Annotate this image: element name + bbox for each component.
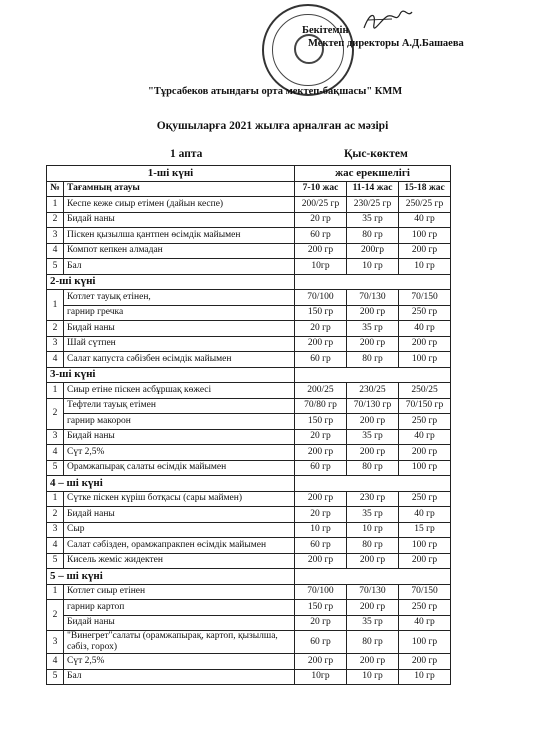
- portion-cell: 80 гр: [347, 228, 399, 244]
- menu-row: [47, 615, 451, 631]
- item-number: 2: [47, 600, 64, 631]
- dish-name: "Винегрет"салаты (орамжапырақ, картоп, қызылша, сәбіз, горох): [64, 631, 295, 654]
- menu-row: [47, 631, 451, 654]
- menu-row: [47, 553, 451, 569]
- menu-row: [47, 259, 451, 275]
- dish-name: Кеспе кеже сиыр етімен (дайын кеспе): [64, 197, 295, 213]
- official-stamp: [262, 4, 354, 96]
- dish-name: Бидай наны: [64, 212, 295, 228]
- portion-cell: 60 гр: [295, 352, 347, 368]
- menu-row: [47, 383, 451, 399]
- portion-cell: 10 гр: [399, 259, 451, 275]
- portion-cell: 200гр: [347, 243, 399, 259]
- dish-name: Бидай наны: [64, 507, 295, 523]
- item-number: 3: [47, 429, 64, 445]
- dish-name: Тефтели тауық етімен: [64, 398, 295, 414]
- dish-name: гарнир картоп: [64, 600, 295, 616]
- portion-cell: 150 гр: [295, 305, 347, 321]
- portion-cell: 150 гр: [295, 600, 347, 616]
- item-number: 4: [47, 352, 64, 368]
- dish-name: Кисель жеміс жидектен: [64, 553, 295, 569]
- dish-name: Сүт 2,5%: [64, 654, 295, 670]
- col-no-header: №: [47, 181, 64, 197]
- menu-row: [47, 305, 451, 321]
- item-number: 2: [47, 321, 64, 337]
- menu-row: [47, 321, 451, 337]
- item-number: 3: [47, 522, 64, 538]
- portion-cell: 200 гр: [347, 553, 399, 569]
- menu-row: [47, 290, 451, 306]
- portion-cell: 200 гр: [295, 491, 347, 507]
- menu-row: [47, 336, 451, 352]
- portion-cell: 20 гр: [295, 615, 347, 631]
- menu-row: [47, 654, 451, 670]
- portion-cell: 200 гр: [399, 553, 451, 569]
- item-number: 3: [47, 631, 64, 654]
- item-number: 1: [47, 383, 64, 399]
- portion-cell: 200 гр: [295, 553, 347, 569]
- menu-row: [47, 212, 451, 228]
- portion-cell: 230 гр: [347, 491, 399, 507]
- item-number: 1: [47, 584, 64, 600]
- menu-row: [47, 228, 451, 244]
- dish-name: гарнир макорон: [64, 414, 295, 430]
- portion-cell: 250/25: [399, 383, 451, 399]
- col-age-header: 15-18 жас: [399, 181, 451, 197]
- dish-name: Котлет тауық етінен,: [64, 290, 295, 306]
- day-title: 1-ші күні: [47, 166, 295, 182]
- dish-name: Бидай наны: [64, 429, 295, 445]
- portion-cell: 10 гр: [347, 522, 399, 538]
- portion-cell: 100 гр: [399, 352, 451, 368]
- portion-cell: 10 гр: [347, 669, 399, 685]
- menu-row: [47, 429, 451, 445]
- portion-cell: 230/25: [347, 383, 399, 399]
- portion-cell: 35 гр: [347, 212, 399, 228]
- day-header-row: [47, 166, 451, 182]
- dish-name: Піскен қызылша қантпен өсімдік майымен: [64, 228, 295, 244]
- menu-row: [47, 538, 451, 554]
- portion-cell: 70/80 гр: [295, 398, 347, 414]
- portion-cell: 70/130: [347, 584, 399, 600]
- portion-cell: 200 гр: [399, 336, 451, 352]
- portion-cell: 70/130: [347, 290, 399, 306]
- dish-name: Салат сәбізден, орамжапракпен өсімдік майымен: [64, 538, 295, 554]
- col-age-header: 11-14 жас: [347, 181, 399, 197]
- portion-cell: 20 гр: [295, 321, 347, 337]
- portion-cell: 200 гр: [295, 243, 347, 259]
- menu-row: [47, 522, 451, 538]
- menu-row: [47, 491, 451, 507]
- portion-cell: 200 гр: [347, 445, 399, 461]
- item-number: 2: [47, 398, 64, 429]
- portion-cell: 60 гр: [295, 228, 347, 244]
- portion-cell: 70/150: [399, 290, 451, 306]
- organization-name: "Тұрсабеков атындағы орта мектеп-бақшасы" КММ: [148, 86, 403, 97]
- season-label: Қыс-көктем: [344, 148, 408, 160]
- portion-cell: 70/150 гр: [399, 398, 451, 414]
- col-name-header: Тағамның атауы: [64, 181, 295, 197]
- column-header-row: [47, 181, 451, 197]
- portion-cell: 35 гр: [347, 507, 399, 523]
- col-age-header: 7-10 жас: [295, 181, 347, 197]
- portion-cell: 10гр: [295, 669, 347, 685]
- portion-cell: 200 гр: [295, 445, 347, 461]
- week-label: 1 апта: [170, 148, 203, 160]
- portion-cell: 40 гр: [399, 321, 451, 337]
- dish-name: Бал: [64, 259, 295, 275]
- dish-name: Бал: [64, 669, 295, 685]
- portion-cell: 100 гр: [399, 460, 451, 476]
- item-number: 5: [47, 460, 64, 476]
- portion-cell: 20 гр: [295, 429, 347, 445]
- portion-cell: 80 гр: [347, 631, 399, 654]
- dish-name: Компот кепкен алмадан: [64, 243, 295, 259]
- portion-cell: 60 гр: [295, 538, 347, 554]
- day-title: 2-ші күні: [47, 274, 295, 290]
- portion-cell: 80 гр: [347, 538, 399, 554]
- portion-cell: 80 гр: [347, 460, 399, 476]
- item-number: 4: [47, 445, 64, 461]
- dish-name: Шай сүтпен: [64, 336, 295, 352]
- menu-row: [47, 460, 451, 476]
- approval-block: [302, 24, 464, 50]
- approval-director: Мектеп директоры А.Д.Башаева: [308, 38, 464, 49]
- portion-cell: 70/130 гр: [347, 398, 399, 414]
- item-number: 4: [47, 243, 64, 259]
- day-title: 3-ші күні: [47, 367, 295, 383]
- item-number: 1: [47, 491, 64, 507]
- day-header-row: [47, 274, 451, 290]
- dish-name: Сүт 2,5%: [64, 445, 295, 461]
- item-number: 5: [47, 259, 64, 275]
- dish-name: Сыр: [64, 522, 295, 538]
- portion-cell: 200 гр: [347, 414, 399, 430]
- menu-row: [47, 507, 451, 523]
- menu-table-body: [47, 166, 451, 685]
- menu-row: [47, 584, 451, 600]
- portion-cell: 10 гр: [399, 669, 451, 685]
- portion-cell: 10 гр: [347, 259, 399, 275]
- day-header-blank: [295, 274, 451, 290]
- portion-cell: 250 гр: [399, 491, 451, 507]
- item-number: 4: [47, 538, 64, 554]
- portion-cell: 230/25 гр: [347, 197, 399, 213]
- menu-row: [47, 243, 451, 259]
- menu-row: [47, 445, 451, 461]
- portion-cell: 250/25 гр: [399, 197, 451, 213]
- portion-cell: 40 гр: [399, 507, 451, 523]
- item-number: 2: [47, 507, 64, 523]
- portion-cell: 15 гр: [399, 522, 451, 538]
- portion-cell: 40 гр: [399, 429, 451, 445]
- page-title: Оқушыларға 2021 жылға арналған ас мәзірі: [156, 120, 389, 132]
- dish-name: Салат капуста сәбізбен өсімдік майымен: [64, 352, 295, 368]
- portion-cell: 40 гр: [399, 615, 451, 631]
- dish-name: гарнир гречка: [64, 305, 295, 321]
- dish-name: Сүтке піскен күріш ботқасы (сары маймен): [64, 491, 295, 507]
- item-number: 3: [47, 336, 64, 352]
- day-header-blank: [295, 569, 451, 585]
- portion-cell: 70/100: [295, 290, 347, 306]
- day-header-row: [47, 476, 451, 492]
- portion-cell: 250 гр: [399, 600, 451, 616]
- portion-cell: 200 гр: [347, 600, 399, 616]
- portion-cell: 200 гр: [295, 654, 347, 670]
- portion-cell: 150 гр: [295, 414, 347, 430]
- portion-cell: 200 гр: [347, 654, 399, 670]
- portion-cell: 20 гр: [295, 507, 347, 523]
- day-header-blank: [295, 476, 451, 492]
- portion-cell: 40 гр: [399, 212, 451, 228]
- day-header-row: [47, 569, 451, 585]
- menu-row: [47, 352, 451, 368]
- portion-cell: 10 гр: [295, 522, 347, 538]
- portion-cell: 35 гр: [347, 615, 399, 631]
- item-number: 2: [47, 212, 64, 228]
- portion-cell: 250 гр: [399, 414, 451, 430]
- portion-cell: 250 гр: [399, 305, 451, 321]
- day-title: 5 – ші күні: [47, 569, 295, 585]
- item-number: 1: [47, 197, 64, 213]
- menu-row: [47, 197, 451, 213]
- item-number: 3: [47, 228, 64, 244]
- portion-cell: 200/25 гр: [295, 197, 347, 213]
- portion-cell: 70/150: [399, 584, 451, 600]
- item-number: 1: [47, 290, 64, 321]
- portion-cell: 80 гр: [347, 352, 399, 368]
- portion-cell: 100 гр: [399, 631, 451, 654]
- dish-name: Котлет сиыр етінен: [64, 584, 295, 600]
- portion-cell: 200 гр: [399, 243, 451, 259]
- dish-name: Бидай наны: [64, 615, 295, 631]
- dish-name: Сиыр етіне піскен асбұршақ көжесі: [64, 383, 295, 399]
- portion-cell: 35 гр: [347, 321, 399, 337]
- day-header-blank: [295, 367, 451, 383]
- menu-row: [47, 414, 451, 430]
- portion-cell: 200 гр: [399, 445, 451, 461]
- item-number: 4: [47, 654, 64, 670]
- day-header-row: [47, 367, 451, 383]
- menu-row: [47, 669, 451, 685]
- item-number: 5: [47, 553, 64, 569]
- portion-cell: 200 гр: [399, 654, 451, 670]
- portion-cell: 200 гр: [347, 305, 399, 321]
- portion-cell: 200/25: [295, 383, 347, 399]
- menu-row: [47, 398, 451, 414]
- age-header: жас ерекшелігі: [295, 166, 451, 182]
- approval-line: Бекітемін: [302, 25, 349, 36]
- portion-cell: 10гр: [295, 259, 347, 275]
- portion-cell: 70/100: [295, 584, 347, 600]
- dish-name: Орамжапырақ салаты өсімдік майымен: [64, 460, 295, 476]
- portion-cell: 20 гр: [295, 212, 347, 228]
- menu-row: [47, 600, 451, 616]
- portion-cell: 35 гр: [347, 429, 399, 445]
- menu-table: [46, 165, 451, 685]
- portion-cell: 200 гр: [295, 336, 347, 352]
- portion-cell: 60 гр: [295, 631, 347, 654]
- portion-cell: 60 гр: [295, 460, 347, 476]
- dish-name: Бидай наны: [64, 321, 295, 337]
- day-title: 4 – ші күні: [47, 476, 295, 492]
- portion-cell: 100 гр: [399, 228, 451, 244]
- portion-cell: 100 гр: [399, 538, 451, 554]
- item-number: 5: [47, 669, 64, 685]
- portion-cell: 200 гр: [347, 336, 399, 352]
